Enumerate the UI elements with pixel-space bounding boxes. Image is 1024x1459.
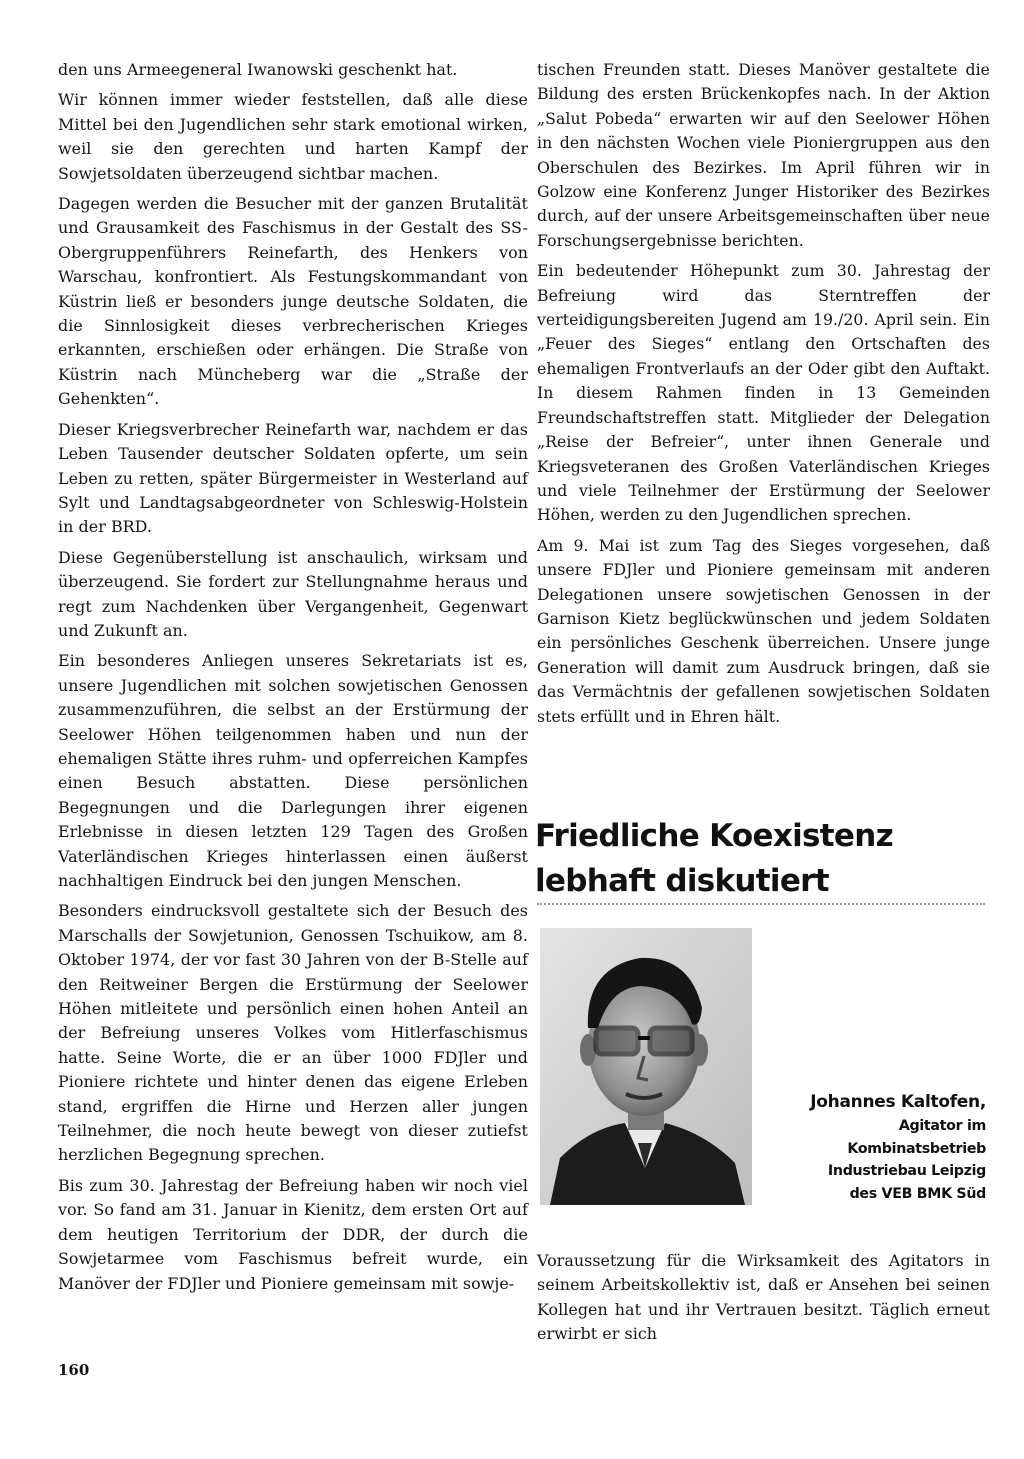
right-paragraph-3: Am 9. Mai ist zum Tag des Sieges vorgesehen, daß unsere FDJler und Pioniere gemeinsam mit anderen Delegationen unsere sowjetischen Genossen in der Garnison Kietz beglückwünschen und jedem Soldaten ein persönliches Geschenk überreichen. Unsere junge Generation will damit zum Ausdruck bringen, daß sie das Vermächtnis der gefallenen sowjetischen Soldaten stets erfüllt und in Ehren hält. <box>537 535 990 726</box>
left-paragraph-6: Ein besonderes Anliegen unseres Sekretariats ist es, unsere Jugendlichen mit solchen sowjetischen Genossen zusammenzuführen, die selbst an der Erstürmung der Seelower Höhen teilgenommen haben und nun der ehemaligen Stätte ihres ruhm- und opferreichen Kampfes einen Besuch abstatten. Diese persönlichen Begegnungen und die Darlegungen ihrer eigenen Erlebnisse in diesen letzten 129 Tagen des Großen Vaterländischen Krieges hinterlassen einen äußerst nachhaltigen Eindruck bei den jungen Menschen. <box>58 651 528 890</box>
right-paragraph-1: tischen Freunden statt. Dieses Manöver gestaltete die Bildung des ersten Brückenkopfes nach. In der Aktion „Salut Pobeda“ erwarten wir auf den Seelower Höhen in den nächsten Wochen viele Pioniergruppen aus den Oberschulen des Bezirkes. Im April führen wir in Golzow eine Konferenz Junger Historiker des Bezirkes durch, auf der unsere Arbeitsgemeinschaften über neue Forschungsergebnisse berichten. <box>537 60 990 250</box>
headline-line-2: lebhaft diskutiert <box>535 863 829 899</box>
right-text-column <box>537 58 990 735</box>
left-paragraph-8: Bis zum 30. Jahrestag der Befreiung haben wir noch viel vor. So fand am 31. Januar in Kienitz, dem ersten Ort auf dem heutigen Territorium der DDR, der durch die Sowjetarmee vom Faschismus befreit wurde, ein Manöver der FDJler und Pioniere gemeinsam mit sowje- <box>58 1175 528 1293</box>
left-paragraph-3: Dagegen werden die Besucher mit der ganzen Brutalität und Grausamkeit des Faschismus in der Gestalt des SS-Obergruppenführers Reinefarth, des Henkers von Warschau, konfrontiert. Als Festungskommandant von Küstrin ließ er besonders junge deutsche Soldaten, die die Sinnlosigkeit dieses verbrecherischen Krieges erkannten, erschießen oder erhängen. Die Straße von Küstrin nach Müncheberg war die „Straße der Gehenkten“. <box>58 194 528 409</box>
left-text-column <box>58 58 528 1302</box>
headline-divider <box>537 903 985 905</box>
left-paragraph-4: Dieser Kriegsverbrecher Reinefarth war, nachdem er das Leben Tausender deutscher Soldaten opferte, um sein Leben zu retten, später Bürgermeister in Westerland auf Sylt und Landtagsabgeordneter von Schleswig-Holstein in der BRD. <box>58 419 528 537</box>
headline-line-1: Friedliche Koexistenz <box>535 818 893 854</box>
article-body <box>537 1249 990 1353</box>
left-paragraph-2: Wir können immer wieder feststellen, daß alle diese Mittel bei den Jugendlichen sehr stark emotional wirken, weil sie den gerechten und harten Kampf der Sowjetsoldaten überzeugend sichtbar machen. <box>58 90 528 183</box>
author-role-line-3: Industriebau Leipzig <box>827 1163 986 1179</box>
article-paragraph-1: Voraussetzung für die Wirksamkeit des Agitators in seinem Arbeitskollektiv ist, daß er Ansehen bei seinen Kollegen hat und ihr Vertrauen besitzt. Täglich erneut erwirbt er sich <box>537 1251 990 1344</box>
left-paragraph-5: Diese Gegenüberstellung ist anschaulich, wirksam und überzeugend. Sie fordert zur Stellungnahme heraus und regt zum Nachdenken über Vergangenheit, Gegenwart und Zukunft an. <box>58 547 528 640</box>
left-paragraph-1: den uns Armeegeneral Iwanowski geschenkt hat. <box>58 60 458 79</box>
right-paragraph-2: Ein bedeutender Höhepunkt zum 30. Jahrestag der Befreiung wird das Sterntreffen der verteidigungsbereiten Jugend am 19./20. April sein. Ein „Feuer des Sieges“ entlang den Ortschaften des ehemaligen Frontverlaufs an der Oder gibt den Auftakt. In diesem Rahmen finden in 13 Gemeinden Freundschaftstreffen statt. Mitglieder der Delegation „Reise der Befreier“, unter ihnen Generale und Kriegsveteranen des Großen Vaterländischen Krieges und viele Teilnehmer der Erstürmung der Seelower Höhen, werden zu den Jugendlichen sprechen. <box>537 261 990 525</box>
author-name: Johannes Kaltofen, <box>810 1092 986 1112</box>
author-role-line-2: Kombinatsbetrieb <box>847 1140 986 1157</box>
left-paragraph-7: Besonders eindrucksvoll gestaltete sich der Besuch des Marschalls der Sowjetunion, Genossen Tschuikow, am 8. Oktober 1974, der vor fast 30 Jahren von der B-Stelle auf den Reitweiner Bergen die Erstürmung der Seelower Höhen mitleitete und persönlich einen hohen Anteil an der Befreiung unseres Volkes vom Hitlerfaschismus hatte. Seine Worte, die er an über 1000 FDJler und Pioniere richtete und hinter denen das eigene Erleben stand, ergriffen die Hirne und Herzen aller jungen Teilnehmer, die noch heute bewegt von dieser zutiefst herzlichen Begegnung sprechen. <box>58 901 528 1165</box>
author-byline <box>764 1090 986 1205</box>
author-portrait-photo <box>540 928 752 1205</box>
page-number: 160 <box>58 1361 90 1379</box>
author-role-line-4: des VEB BMK Süd <box>849 1185 986 1202</box>
author-role-line-1: Agitator im <box>898 1118 986 1134</box>
portrait-illustration <box>540 928 752 1205</box>
article-headline <box>535 814 995 904</box>
